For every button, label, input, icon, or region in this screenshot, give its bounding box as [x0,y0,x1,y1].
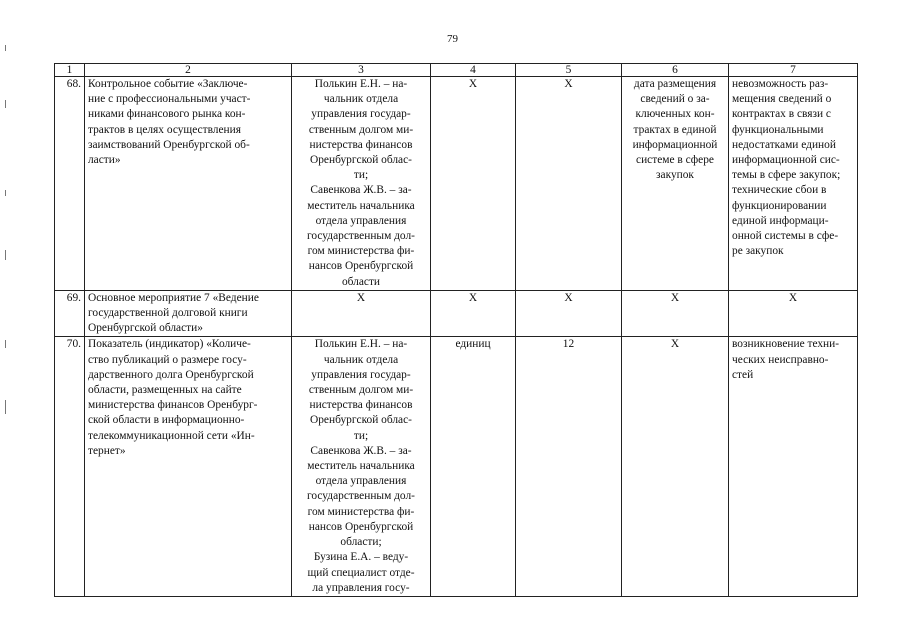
row-cell-4: Х [431,290,516,337]
margin-marks [5,40,7,440]
header-cell: 3 [292,64,431,77]
row-cell-6: дата размещения сведений о за- ключенных кон- трактах в единой информационной системе в сфере закупок [622,77,729,291]
row-cell-4: Х [431,77,516,291]
table-row [55,77,858,291]
row-cell-6: Х [622,337,729,596]
header-cell: 4 [431,64,516,77]
table-header-row [55,64,858,77]
row-number: 68. [55,77,85,291]
row-description: Основное мероприятие 7 «Ведение государственной долговой книги Оренбургской области» [85,290,292,337]
header-cell: 2 [85,64,292,77]
header-cell: 5 [516,64,622,77]
row-responsible: Полькин Е.Н. – на- чальник отдела управления государ- ственным долгом ми- нистерства финансов Оренбургской облас- ти; Савенкова Ж.В. – за- меститель начальника отдела управления государственным дол- гом министерства фи- нансов Оренбургской области; Бузина Е.А. – веду- щий специалист отде- ла управления госу- [292,337,431,596]
table-row [55,337,858,596]
row-description: Контрольное событие «Заключе- ние с профессиональными участ- никами финансового рынка кон- трактов в целях осуществления заимствований Оренбургской об- ласти» [85,77,292,291]
row-cell-5: 12 [516,337,622,596]
row-cell-7: невозможность раз- мещения сведений о контрактах в связи с функциональными недостатками единой информационной сис- темы в сфере закупок; технические сбои в функционировании единой информаци- онной системы в сфе- ре закупок [729,77,858,291]
row-cell-6: Х [622,290,729,337]
row-description: Показатель (индикатор) «Количе- ство публикаций о размере госу- дарственного долга Оренбургской области, размещенных на сайте министерства финансов Оренбург- ской области в информационно- телекоммуникационной сети «Ин- тернет» [85,337,292,596]
row-cell-5: Х [516,290,622,337]
row-cell-4: единиц [431,337,516,596]
row-cell-7: возникновение техни- ческих неисправно- стей [729,337,858,596]
header-cell: 6 [622,64,729,77]
row-number: 69. [55,290,85,337]
row-cell-5: Х [516,77,622,291]
header-cell: 7 [729,64,858,77]
row-responsible: Полькин Е.Н. – на- чальник отдела управления государ- ственным долгом ми- нистерства финансов Оренбургской облас- ти; Савенкова Ж.В. – за- меститель начальника отдела управления государственным дол- гом министерства фи- нансов Оренбургской области [292,77,431,291]
table-row [55,290,858,337]
row-number: 70. [55,337,85,596]
header-cell: 1 [55,64,85,77]
row-cell-7: Х [729,290,858,337]
page-number: 79 [447,33,458,45]
row-responsible: Х [292,290,431,337]
document-table [54,63,858,597]
